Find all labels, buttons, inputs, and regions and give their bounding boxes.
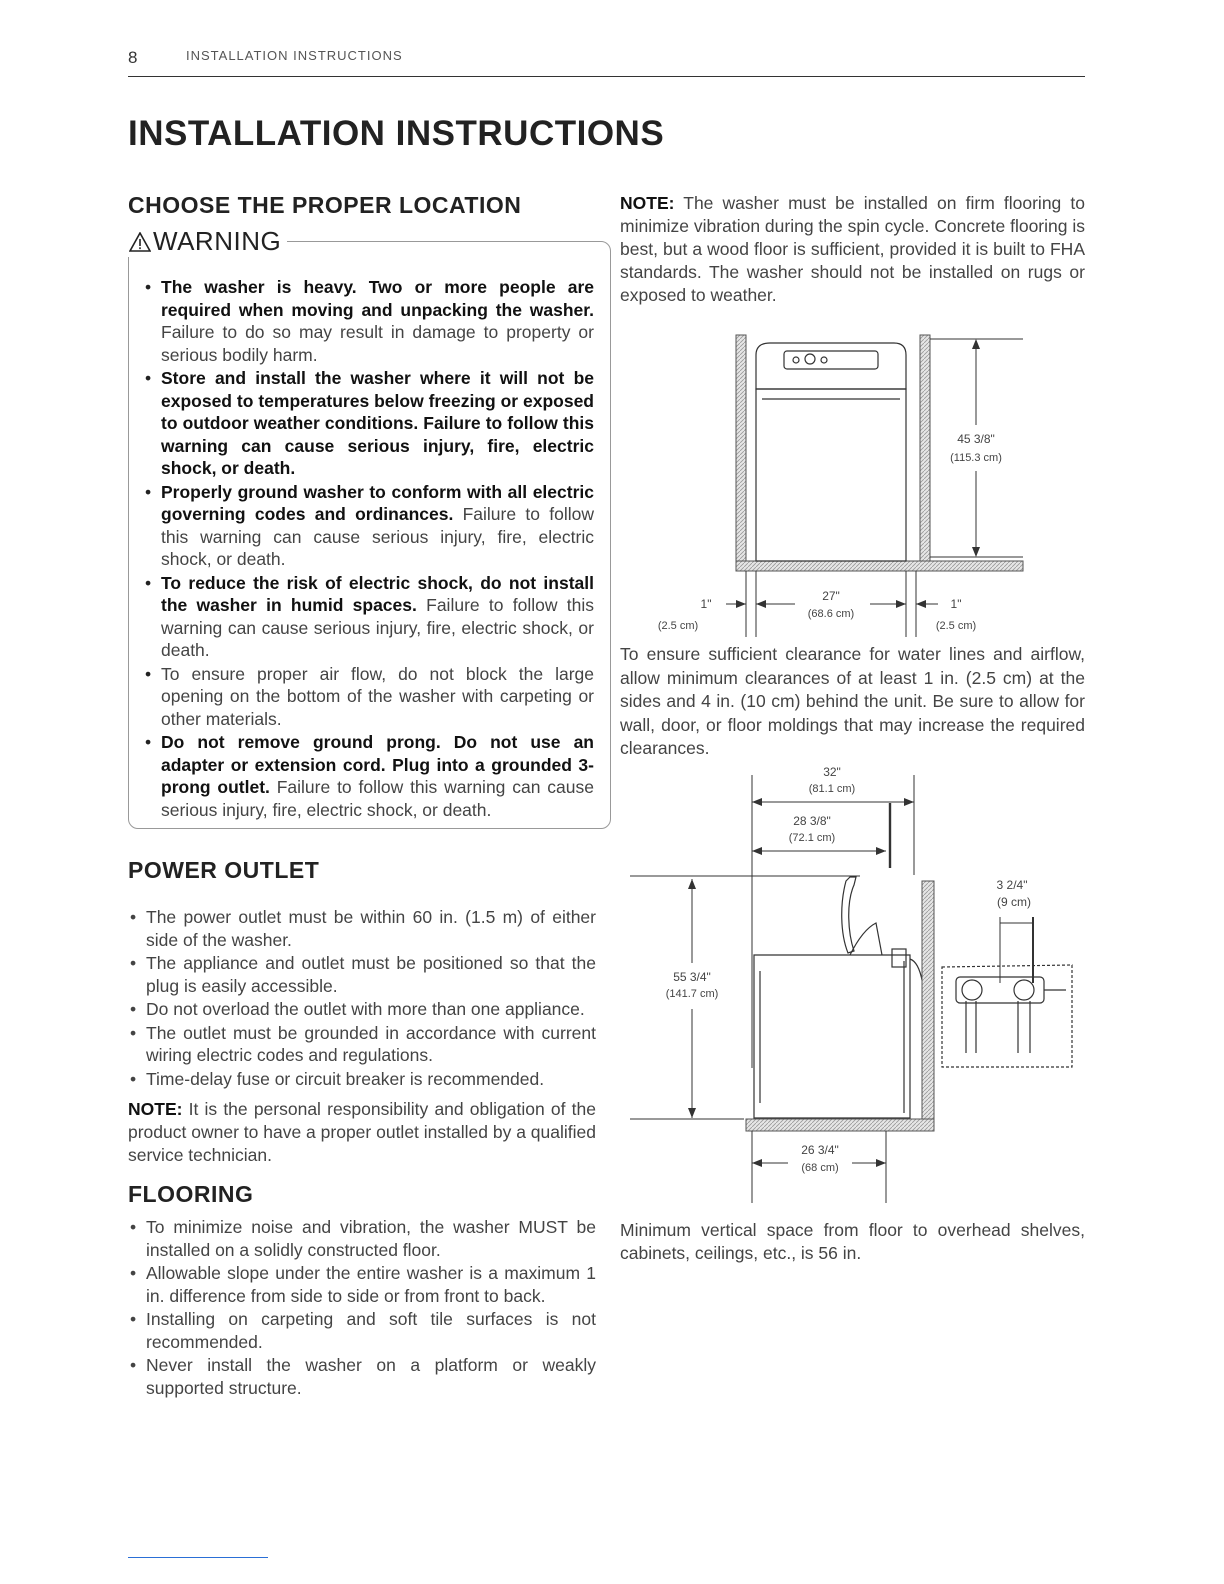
location-heading: CHOOSE THE PROPER LOCATION — [128, 192, 522, 218]
warning-box — [128, 226, 611, 829]
warning-normal: To ensure proper air flow, do not block the large opening on the bottom of the washer with carpeting or other materials. — [161, 663, 594, 729]
left-gap-in-label: 1" — [700, 597, 712, 611]
warning-item — [143, 731, 594, 821]
list-item: • Never install the washer on a platform or weakly supported structure. — [128, 1354, 596, 1399]
warning-item — [143, 367, 594, 480]
warning-item — [143, 276, 594, 366]
note-text: It is the personal responsibility and obligation of the product owner to have a proper outlet installed by a qualified service technician. — [128, 1099, 596, 1165]
warning-bold: Store and install the washer where it will not be exposed to temperatures below freezing or exposed to outdoor weather conditions. Failure to follow this warning can cause serious injury, fire, electric shock, or death. — [161, 368, 594, 478]
floor — [746, 1119, 934, 1131]
flooring-list — [128, 1216, 596, 1399]
flooring-section — [128, 1181, 596, 1399]
warning-bold: Properly ground washer to conform with all electric governing codes and ordinances. — [161, 481, 594, 524]
diagram-caption: Minimum vertical space from floor to overhead shelves, cabinets, ceilings, etc., is 56 in. — [620, 1219, 1085, 1263]
clearance-paragraph: To ensure sufficient clearance for water lines and airflow, allow minimum clearances of at least 1 in. (2.5 cm) at the sides and 4 in. (10 cm) behind the unit. Be sure to allow for wall, door, or floor moldings that may increase the required clearances. — [620, 644, 1085, 758]
hose-detail-inset — [942, 965, 1072, 1067]
height-cm-label: (141.7 cm) — [665, 987, 719, 1000]
hose-gap-in-label: 3 2/4" — [996, 877, 1028, 892]
base-depth-in-label: 26 3/4" — [801, 1142, 839, 1157]
warning-item — [143, 572, 594, 662]
flooring-note — [620, 192, 1085, 307]
warning-list — [143, 276, 594, 821]
page-number: 8 — [128, 48, 138, 67]
rear-wall — [922, 881, 934, 1131]
left-column — [128, 192, 596, 1400]
warning-bold: Do not remove ground prong. Do not use an adapter or extension cord. Plug into a grounded 3-prong outlet. — [161, 732, 594, 797]
warning-bold: To reduce the risk of electric shock, do not install the washer in humid spaces. — [161, 572, 594, 615]
warning-normal: Failure to follow this warning can cause serious injury, fire, electric shock, or death. — [161, 504, 594, 569]
warning-normal: Failure to follow this warning can cause serious injury, fire, electric shock, or death. — [161, 777, 594, 820]
list-item: • To minimize noise and vibration, the washer MUST be installed on a solidly constructed floor. — [128, 1216, 596, 1261]
footer-rule — [128, 1557, 268, 1558]
list-item: • The outlet must be grounded in accordance with current wiring electric codes and regulations. — [128, 1022, 596, 1067]
height-in-label: 55 3/4" — [673, 969, 711, 984]
list-item: • Installing on carpeting and soft tile surfaces is not recommended. — [128, 1308, 596, 1353]
warning-label — [123, 226, 287, 257]
note-label: NOTE: — [620, 193, 675, 213]
open-depth-in-label: 28 3/8" — [793, 813, 831, 828]
left-wall — [736, 335, 746, 571]
note-label: NOTE: — [128, 1099, 183, 1119]
warning-item — [143, 663, 594, 731]
base-depth-cm-label: (68 cm) — [801, 1161, 839, 1174]
washer-front-view — [756, 343, 906, 561]
right-wall — [920, 335, 930, 571]
list-item: • The appliance and outlet must be positioned so that the plug is easily accessible. — [128, 952, 596, 997]
list-item: • Time-delay fuse or circuit breaker is recommended. — [128, 1068, 596, 1091]
power-outlet-note — [128, 1098, 596, 1167]
warning-normal: Failure to do so may result in damage to property or serious bodily harm. — [161, 322, 594, 365]
width-in-label: 27" — [822, 589, 840, 603]
flooring-heading: FLOORING — [128, 1181, 254, 1207]
list-item: • The power outlet must be within 60 in. (1.5 m) of either side of the washer. — [128, 906, 596, 951]
list-item: • Do not overload the outlet with more than one appliance. — [128, 998, 596, 1021]
left-gap-cm-label: (2.5 cm) — [657, 620, 699, 632]
hose-gap-cm-label: (9 cm) — [997, 894, 1031, 909]
washer-side-view — [754, 877, 924, 1118]
page-header — [128, 44, 1085, 77]
width-cm-label: (68.6 cm) — [807, 608, 855, 620]
open-depth-cm-label: (72.1 cm) — [788, 831, 836, 844]
total-depth-in-label: 32" — [823, 764, 841, 779]
floor — [736, 561, 1023, 571]
warning-icon — [129, 232, 151, 252]
warning-label-text: WARNING — [153, 226, 282, 256]
list-item: • Allowable slope under the entire washer is a maximum 1 in. difference from side to side or from front to back. — [128, 1262, 596, 1307]
warning-normal: Failure to follow this warning can cause serious injury, fire, electric shock, or death. — [161, 595, 594, 660]
power-outlet-section — [128, 857, 596, 1167]
warning-item — [143, 481, 594, 571]
running-title: INSTALLATION INSTRUCTIONS — [186, 48, 403, 63]
right-gap-in-label: 1" — [950, 597, 962, 611]
page-title: INSTALLATION INSTRUCTIONS — [128, 114, 665, 153]
warning-bold: The washer is heavy. Two or more people are required when moving and unpacking the washer. — [161, 277, 594, 320]
height-in-label: 45 3/8" — [957, 432, 995, 446]
side-clearance-diagram — [620, 763, 1085, 1213]
note-text: The washer must be installed on firm flooring to minimize vibration during the spin cycle. Concrete flooring is best, but a wood floor is sufficient, provided it is built to FHA standards. The washer should not be installed on rugs or exposed to weather. — [620, 193, 1085, 305]
height-cm-label: (115.3 cm) — [950, 452, 1002, 464]
power-outlet-list — [128, 906, 596, 1090]
front-clearance-diagram — [620, 331, 1085, 637]
total-depth-cm-label: (81.1 cm) — [808, 782, 856, 795]
right-gap-cm-label: (2.5 cm) — [935, 620, 977, 632]
power-outlet-heading: POWER OUTLET — [128, 857, 320, 883]
right-column — [620, 192, 1085, 1266]
